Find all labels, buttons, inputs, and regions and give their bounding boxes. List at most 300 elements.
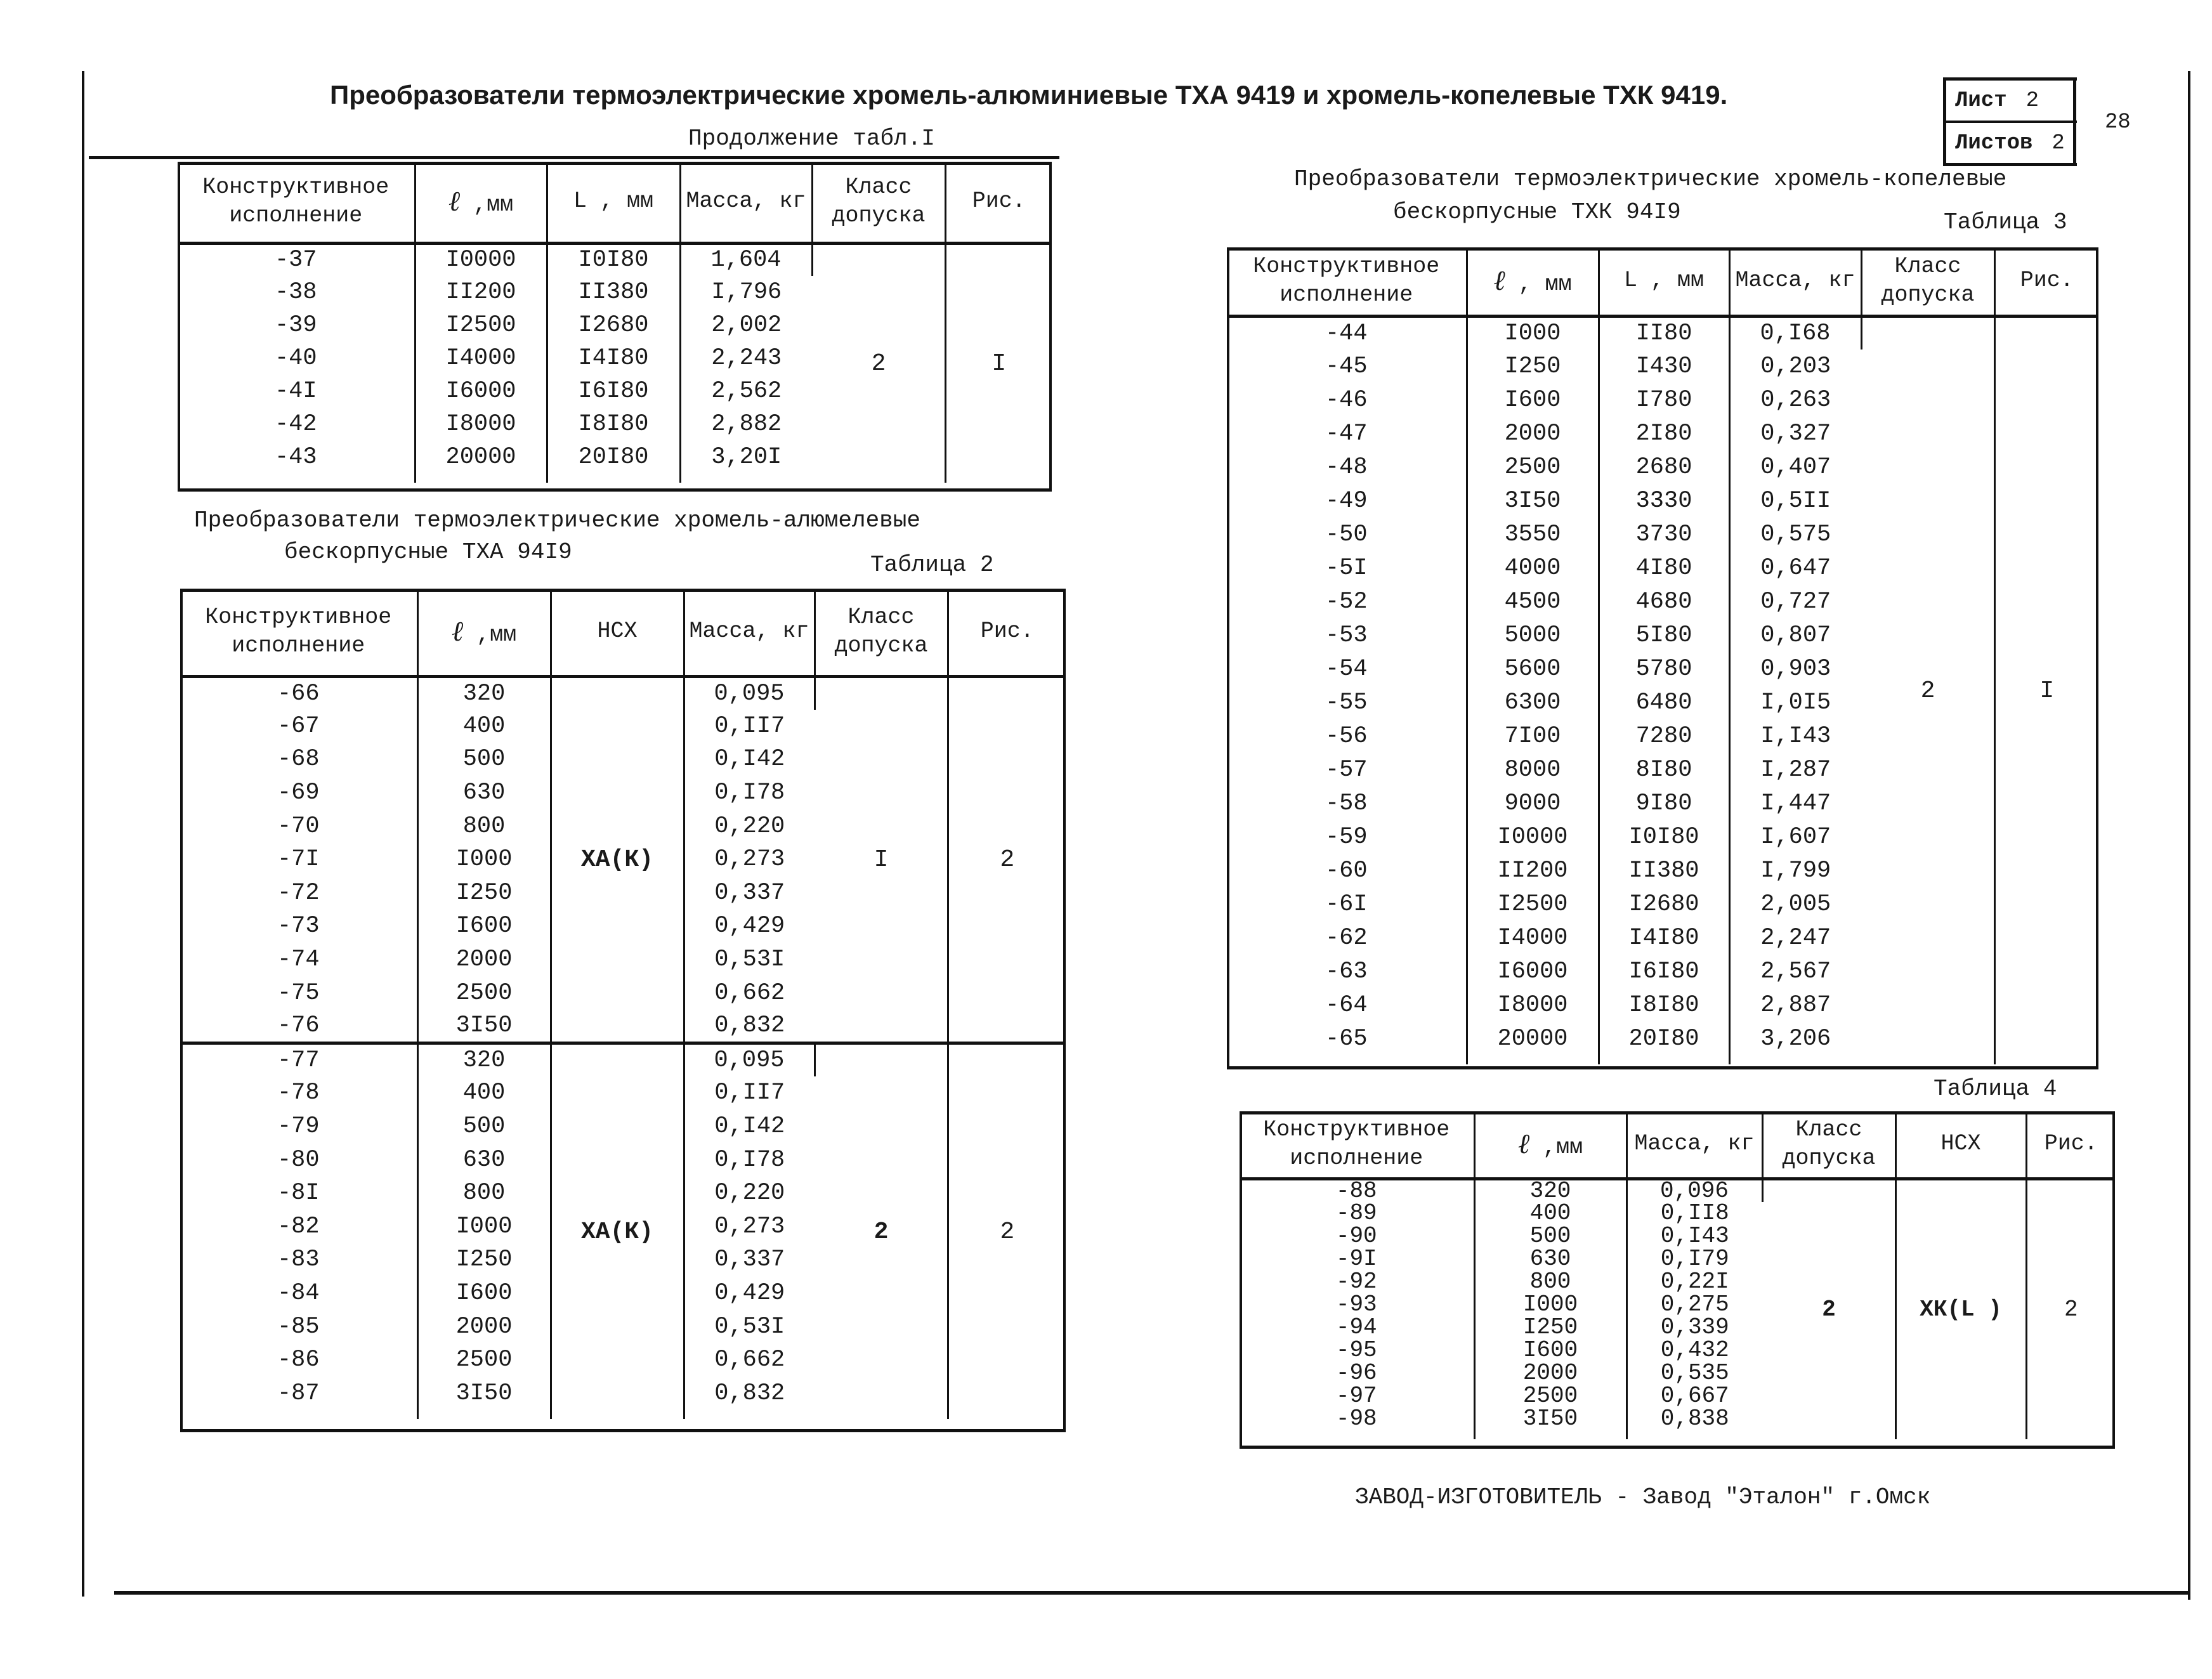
mass-cell: 0,667 bbox=[1660, 1382, 1729, 1409]
length-cell: I2500 bbox=[1467, 887, 1599, 921]
table3-label: Таблица 3 bbox=[1944, 209, 2067, 235]
frame-right bbox=[2188, 71, 2190, 1600]
nsh-cell: ХА(К) bbox=[551, 676, 684, 1043]
variant-cell: -90 bbox=[1240, 1225, 1474, 1248]
variant-cell: -60 bbox=[1227, 854, 1467, 887]
mass-cell: 0,53I bbox=[714, 1313, 785, 1340]
length-cell: 20000 bbox=[1467, 1022, 1599, 1055]
table2-group2 bbox=[180, 1043, 1066, 1420]
sheet-stamp bbox=[1943, 77, 2077, 166]
frame-bottom bbox=[114, 1591, 2189, 1595]
mass-cell: 0,647 bbox=[1760, 554, 1831, 582]
total-length-cell: 3730 bbox=[1599, 518, 1729, 551]
length-cell: 7I00 bbox=[1467, 719, 1599, 753]
length-cell: 500 bbox=[1474, 1225, 1626, 1248]
length-cell: 630 bbox=[417, 1143, 551, 1177]
total-length-cell: I8I80 bbox=[1599, 988, 1729, 1022]
length-cell: I000 bbox=[1467, 316, 1599, 350]
length-cell: I6000 bbox=[415, 375, 547, 408]
mass-cell: 1,604 bbox=[680, 243, 812, 276]
length-cell: I2500 bbox=[415, 309, 547, 342]
variant-cell: -40 bbox=[178, 342, 415, 375]
table2-col-class: Класс допуска bbox=[815, 589, 948, 676]
length-cell: I250 bbox=[1474, 1316, 1626, 1339]
mass-cell: I,799 bbox=[1760, 857, 1831, 884]
variant-cell: -58 bbox=[1227, 787, 1467, 820]
total-length-cell: I0I80 bbox=[1599, 820, 1729, 854]
mass-cell: 0,22I bbox=[1660, 1268, 1729, 1295]
variant-cell: -6I bbox=[1227, 887, 1467, 921]
table1-col-L: L , мм bbox=[547, 162, 680, 243]
mass-cell: 0,I78 bbox=[714, 1146, 785, 1173]
total-length-cell: 4680 bbox=[1599, 585, 1729, 618]
mass-cell: 0,I68 bbox=[1729, 316, 1861, 350]
mass-cell: 0,838 bbox=[1660, 1405, 1729, 1432]
variant-cell: -80 bbox=[180, 1143, 417, 1177]
length-cell: 8000 bbox=[1467, 753, 1599, 787]
mass-cell: 0,535 bbox=[1660, 1359, 1729, 1386]
length-cell: I250 bbox=[417, 877, 551, 910]
mass-cell: I,I43 bbox=[1760, 722, 1831, 750]
page-title: Преобразователи термоэлектрические хромель-алюминиевые ТХА 9419 и хромель-копелевые ТХК 9419. bbox=[330, 80, 1728, 110]
variant-cell: -37 bbox=[178, 243, 415, 276]
mass-cell: 0,II8 bbox=[1660, 1199, 1729, 1226]
total-length-cell: 5I80 bbox=[1599, 618, 1729, 652]
mass-cell: 0,II7 bbox=[714, 712, 785, 740]
mass-cell: 0,407 bbox=[1760, 454, 1831, 481]
mass-cell: 0,273 bbox=[714, 1213, 785, 1240]
mass-cell: 0,575 bbox=[1760, 521, 1831, 548]
table4-col-nsh: НСХ bbox=[1895, 1111, 2026, 1179]
variant-cell: -9I bbox=[1240, 1248, 1474, 1271]
length-cell: 2000 bbox=[417, 1310, 551, 1343]
length-cell: 6300 bbox=[1467, 686, 1599, 719]
mass-cell: 0,I42 bbox=[714, 1113, 785, 1140]
total-length-cell: II80 bbox=[1599, 316, 1729, 350]
variant-cell: -67 bbox=[180, 710, 417, 743]
mass-cell: 0,220 bbox=[714, 1180, 785, 1207]
variant-cell: -42 bbox=[178, 408, 415, 441]
variant-cell: -52 bbox=[1227, 585, 1467, 618]
variant-cell: -59 bbox=[1227, 820, 1467, 854]
ell-symbol: ℓ bbox=[1493, 264, 1505, 297]
mass-cell: 2,002 bbox=[711, 312, 782, 339]
variant-cell: -78 bbox=[180, 1076, 417, 1110]
mass-cell: 0,339 bbox=[1660, 1314, 1729, 1340]
variant-cell: -4I bbox=[178, 375, 415, 408]
total-length-cell: II380 bbox=[1599, 854, 1729, 887]
length-cell: I000 bbox=[417, 1210, 551, 1244]
variant-cell: -73 bbox=[180, 910, 417, 943]
variant-cell: -44 bbox=[1227, 316, 1467, 350]
variant-cell: -45 bbox=[1227, 350, 1467, 383]
length-cell: 400 bbox=[1474, 1202, 1626, 1225]
total-length-cell: 5780 bbox=[1599, 652, 1729, 686]
table3-col-fig: Рис. bbox=[1994, 247, 2098, 316]
mass-cell: 2,882 bbox=[711, 411, 782, 438]
mass-cell: 0,337 bbox=[714, 1246, 785, 1274]
table3-caption-line1: Преобразователи термоэлектрические хромель-копелевые bbox=[1294, 166, 2007, 192]
mass-cell: 0,807 bbox=[1760, 622, 1831, 649]
length-cell: 2000 bbox=[1467, 417, 1599, 450]
variant-cell: -84 bbox=[180, 1277, 417, 1310]
length-cell: I000 bbox=[1474, 1293, 1626, 1316]
mass-cell: 0,832 bbox=[714, 1380, 785, 1407]
length-cell: 2500 bbox=[417, 1343, 551, 1377]
variant-cell: -66 bbox=[180, 676, 417, 710]
table3-col-l: ℓ , мм bbox=[1467, 247, 1599, 316]
table-row bbox=[178, 243, 1052, 276]
length-cell: 3I50 bbox=[417, 1376, 551, 1410]
variant-cell: -65 bbox=[1227, 1022, 1467, 1055]
mass-cell: 0,263 bbox=[1760, 386, 1831, 414]
variant-cell: -47 bbox=[1227, 417, 1467, 450]
length-cell: 2500 bbox=[1474, 1385, 1626, 1408]
table2-caption-line2: бескорпусные ТХА 94I9 bbox=[284, 539, 572, 565]
length-cell: I4000 bbox=[415, 342, 547, 375]
table3-body bbox=[1227, 316, 2098, 1064]
table2-col-variant: Конструктивное исполнение bbox=[180, 589, 417, 676]
length-cell: I600 bbox=[417, 1277, 551, 1310]
mass-cell: 0,662 bbox=[714, 1347, 785, 1374]
table1-col-mass: Масса, кг bbox=[680, 162, 812, 243]
total-length-cell: 2I80 bbox=[1599, 417, 1729, 450]
length-cell: 2500 bbox=[417, 976, 551, 1010]
mass-cell: 3,206 bbox=[1760, 1025, 1831, 1052]
spacer-cell bbox=[1729, 1055, 1861, 1064]
ell-symbol: ℓ bbox=[448, 185, 461, 218]
variant-cell: -50 bbox=[1227, 518, 1467, 551]
mass-cell: 0,53I bbox=[714, 946, 785, 974]
mass-cell: 0,I42 bbox=[714, 746, 785, 773]
variant-cell: -64 bbox=[1227, 988, 1467, 1022]
mass-cell: I,447 bbox=[1760, 790, 1831, 817]
length-cell: 800 bbox=[417, 809, 551, 843]
table2 bbox=[180, 589, 1066, 1419]
mass-cell: 0,832 bbox=[714, 1012, 785, 1039]
mass-cell: 0,429 bbox=[714, 1279, 785, 1307]
spacer-cell bbox=[417, 1410, 551, 1419]
variant-cell: -92 bbox=[1240, 1271, 1474, 1293]
variant-cell: -96 bbox=[1240, 1362, 1474, 1385]
sheet-label: Лист bbox=[1955, 88, 2007, 113]
table4-body bbox=[1240, 1179, 2115, 1439]
spacer-cell bbox=[547, 474, 680, 483]
variant-cell: -83 bbox=[180, 1243, 417, 1277]
mass-cell: 2,567 bbox=[1760, 958, 1831, 985]
mass-cell: 0,327 bbox=[1760, 420, 1831, 447]
variant-cell: -54 bbox=[1227, 652, 1467, 686]
variant-cell: -8I bbox=[180, 1177, 417, 1210]
variant-cell: -86 bbox=[180, 1343, 417, 1377]
variant-cell: -82 bbox=[180, 1210, 417, 1244]
table4-col-variant: Конструктивное исполнение bbox=[1240, 1111, 1474, 1179]
total-length-cell: I4I80 bbox=[547, 342, 680, 375]
variant-cell: -49 bbox=[1227, 484, 1467, 518]
length-cell: 500 bbox=[417, 743, 551, 776]
table2-col-mass: Масса, кг bbox=[684, 589, 815, 676]
nsh-cell: ХК(L ) bbox=[1895, 1179, 2026, 1439]
mass-cell: I,287 bbox=[1760, 756, 1831, 783]
length-cell: I0000 bbox=[415, 243, 547, 276]
total-length-cell: II380 bbox=[547, 276, 680, 309]
total-length-cell: I6I80 bbox=[1599, 955, 1729, 988]
total-length-cell: 20I80 bbox=[1599, 1022, 1729, 1055]
length-cell: 500 bbox=[417, 1110, 551, 1144]
length-cell: 3I50 bbox=[417, 1010, 551, 1043]
table2-label: Таблица 2 bbox=[870, 552, 994, 578]
mass-cell: 0,662 bbox=[714, 979, 785, 1007]
class-cell: 2 bbox=[815, 1043, 948, 1420]
length-cell: 5600 bbox=[1467, 652, 1599, 686]
variant-cell: -75 bbox=[180, 976, 417, 1010]
mass-cell: 2,005 bbox=[1760, 891, 1831, 918]
length-cell: I8000 bbox=[415, 408, 547, 441]
length-cell: 2000 bbox=[417, 943, 551, 977]
variant-cell: -5I bbox=[1227, 551, 1467, 585]
total-length-cell: I780 bbox=[1599, 383, 1729, 417]
mass-cell: 0,727 bbox=[1760, 588, 1831, 615]
variant-cell: -48 bbox=[1227, 450, 1467, 484]
nsh-cell: ХА(К) bbox=[551, 1043, 684, 1420]
mass-cell: 0,I78 bbox=[714, 780, 785, 807]
length-cell: 9000 bbox=[1467, 787, 1599, 820]
total-length-cell: I6I80 bbox=[547, 375, 680, 408]
table2-group1 bbox=[180, 676, 1066, 1043]
table4-label: Таблица 4 bbox=[1934, 1076, 2057, 1102]
fig-cell: I bbox=[991, 350, 1007, 377]
variant-cell: -79 bbox=[180, 1110, 417, 1144]
total-length-cell: 9I80 bbox=[1599, 787, 1729, 820]
mass-cell: I,607 bbox=[1760, 823, 1831, 851]
table1-col-fig: Рис. bbox=[945, 162, 1052, 243]
length-cell: I250 bbox=[1467, 350, 1599, 383]
sheet-value: 2 bbox=[2025, 88, 2039, 113]
table-row bbox=[1227, 316, 2098, 350]
table4-col-l: ℓ ,мм bbox=[1474, 1111, 1626, 1179]
table3-col-class: Класс допуска bbox=[1861, 247, 1994, 316]
length-cell: 800 bbox=[417, 1177, 551, 1210]
variant-cell: -89 bbox=[1240, 1202, 1474, 1225]
table3-col-L: L , мм bbox=[1599, 247, 1729, 316]
table-row bbox=[1240, 1179, 2115, 1202]
ell-symbol: ℓ bbox=[1517, 1127, 1530, 1160]
mass-cell: 0,220 bbox=[714, 813, 785, 840]
variant-cell: -72 bbox=[180, 877, 417, 910]
total-length-cell: 6480 bbox=[1599, 686, 1729, 719]
variant-cell: -74 bbox=[180, 943, 417, 977]
variant-cell: -55 bbox=[1227, 686, 1467, 719]
table1-col-variant: Конструктивное исполнение bbox=[178, 162, 415, 243]
length-cell: 20000 bbox=[415, 441, 547, 474]
frame-left bbox=[82, 71, 84, 1597]
length-cell: I250 bbox=[417, 1243, 551, 1277]
variant-cell: -62 bbox=[1227, 921, 1467, 955]
variant-cell: -39 bbox=[178, 309, 415, 342]
table3 bbox=[1227, 247, 2098, 1064]
class-cell: 2 bbox=[1861, 316, 1994, 1064]
total-length-cell: 20I80 bbox=[547, 441, 680, 474]
length-cell: I600 bbox=[1474, 1339, 1626, 1362]
header-rule bbox=[89, 156, 1059, 159]
length-cell: 630 bbox=[1474, 1248, 1626, 1271]
variant-cell: -63 bbox=[1227, 955, 1467, 988]
variant-cell: -94 bbox=[1240, 1316, 1474, 1339]
variant-cell: -53 bbox=[1227, 618, 1467, 652]
length-cell: 320 bbox=[417, 676, 551, 710]
table2-caption-line1: Преобразователи термоэлектрические хромель-алюмелевые bbox=[194, 507, 920, 533]
fig-cell: I bbox=[2039, 677, 2055, 705]
variant-cell: -77 bbox=[180, 1043, 417, 1077]
mass-cell: 0,I43 bbox=[1660, 1222, 1729, 1249]
total-length-cell: I4I80 bbox=[1599, 921, 1729, 955]
fig-cell: 2 bbox=[1000, 846, 1015, 873]
variant-cell: -46 bbox=[1227, 383, 1467, 417]
variant-cell: -56 bbox=[1227, 719, 1467, 753]
length-cell: 3I50 bbox=[1467, 484, 1599, 518]
length-cell: I4000 bbox=[1467, 921, 1599, 955]
total-length-cell: I430 bbox=[1599, 350, 1729, 383]
length-cell: I600 bbox=[1467, 383, 1599, 417]
table2-col-nsh: НСХ bbox=[551, 589, 684, 676]
total-length-cell: I2680 bbox=[547, 309, 680, 342]
mass-cell: 0,432 bbox=[1660, 1336, 1729, 1363]
table2-col-fig: Рис. bbox=[948, 589, 1066, 676]
total-length-cell: I8I80 bbox=[547, 408, 680, 441]
table3-caption-line2: бескорпусные ТХК 94I9 bbox=[1393, 199, 1681, 225]
manufacturer-note: ЗАВОД-ИЗГОТОВИТЕЛЬ - Завод "Эталон" г.Омск bbox=[1355, 1484, 1931, 1510]
length-cell: 630 bbox=[417, 776, 551, 810]
spacer-cell bbox=[1240, 1430, 1474, 1439]
mass-cell: 2,887 bbox=[1760, 991, 1831, 1019]
mass-cell: 0,I79 bbox=[1660, 1245, 1729, 1272]
table1 bbox=[178, 162, 1052, 483]
variant-cell: -93 bbox=[1240, 1293, 1474, 1316]
mass-cell: 0,273 bbox=[714, 846, 785, 873]
length-cell: 800 bbox=[1474, 1271, 1626, 1293]
length-cell: I6000 bbox=[1467, 955, 1599, 988]
mass-cell: 0,275 bbox=[1660, 1291, 1729, 1317]
variant-cell: -97 bbox=[1240, 1385, 1474, 1408]
length-cell: I600 bbox=[417, 910, 551, 943]
variant-cell: -95 bbox=[1240, 1339, 1474, 1362]
spacer-cell bbox=[1599, 1055, 1729, 1064]
table4-col-fig: Рис. bbox=[2026, 1111, 2115, 1179]
mass-cell: 2,562 bbox=[711, 378, 782, 405]
variant-cell: -68 bbox=[180, 743, 417, 776]
total-length-cell: 2680 bbox=[1599, 450, 1729, 484]
length-cell: 320 bbox=[1474, 1179, 1626, 1202]
table1-col-l: ℓ ,мм bbox=[415, 162, 547, 243]
length-cell: II200 bbox=[415, 276, 547, 309]
length-cell: 4000 bbox=[1467, 551, 1599, 585]
mass-cell: 3,20I bbox=[711, 444, 782, 471]
length-cell: 400 bbox=[417, 710, 551, 743]
spacer-cell bbox=[415, 474, 547, 483]
length-cell: 3I50 bbox=[1474, 1408, 1626, 1430]
ell-symbol: ℓ bbox=[451, 615, 464, 648]
total-length-cell: I0I80 bbox=[547, 243, 680, 276]
mass-cell: 0,337 bbox=[714, 879, 785, 906]
mass-cell: 0,096 bbox=[1626, 1179, 1762, 1202]
table4-col-mass: Масса, кг bbox=[1626, 1111, 1762, 1179]
variant-cell: -38 bbox=[178, 276, 415, 309]
table3-col-variant: Конструктивное исполнение bbox=[1227, 247, 1467, 316]
table4-col-class: Класс допуска bbox=[1762, 1111, 1895, 1179]
class-cell: 2 bbox=[812, 243, 945, 483]
mass-cell: 0,203 bbox=[1760, 353, 1831, 380]
variant-cell: -7I bbox=[180, 843, 417, 877]
length-cell: 320 bbox=[417, 1043, 551, 1077]
length-cell: 2500 bbox=[1467, 450, 1599, 484]
spacer-cell bbox=[180, 1410, 417, 1419]
variant-cell: -76 bbox=[180, 1010, 417, 1043]
variant-cell: -70 bbox=[180, 809, 417, 843]
total-length-cell: 7280 bbox=[1599, 719, 1729, 753]
class-cell: I bbox=[815, 676, 948, 1043]
length-cell: 400 bbox=[417, 1076, 551, 1110]
variant-cell: -43 bbox=[178, 441, 415, 474]
total-length-cell: 8I80 bbox=[1599, 753, 1729, 787]
length-cell: 2000 bbox=[1474, 1362, 1626, 1385]
sheet-divider bbox=[2073, 77, 2076, 163]
length-cell: I8000 bbox=[1467, 988, 1599, 1022]
length-cell: 3550 bbox=[1467, 518, 1599, 551]
table1-body bbox=[178, 243, 1052, 483]
page-number: 28 bbox=[2105, 110, 2131, 134]
table3-col-mass: Масса, кг bbox=[1729, 247, 1861, 316]
variant-cell: -98 bbox=[1240, 1408, 1474, 1430]
variant-cell: -88 bbox=[1240, 1179, 1474, 1202]
sheets-label: Листов bbox=[1955, 131, 2033, 155]
class-cell: 2 bbox=[1762, 1179, 1895, 1439]
variant-cell: -69 bbox=[180, 776, 417, 810]
spacer-cell bbox=[684, 1410, 815, 1419]
mass-cell: 0,903 bbox=[1760, 655, 1831, 683]
mass-cell: 0,095 bbox=[684, 676, 815, 710]
length-cell: 4500 bbox=[1467, 585, 1599, 618]
variant-cell: -87 bbox=[180, 1376, 417, 1410]
variant-cell: -57 bbox=[1227, 753, 1467, 787]
mass-cell: 2,243 bbox=[711, 345, 782, 372]
sheets-value: 2 bbox=[2052, 131, 2065, 155]
length-cell: II200 bbox=[1467, 854, 1599, 887]
mass-cell: I,796 bbox=[711, 279, 782, 306]
table2-col-l: ℓ ,мм bbox=[417, 589, 551, 676]
continuation-label: Продолжение табл.I bbox=[688, 126, 935, 152]
spacer-cell bbox=[1227, 1055, 1467, 1064]
mass-cell: 0,5II bbox=[1760, 487, 1831, 514]
spacer-cell bbox=[1626, 1430, 1762, 1439]
total-length-cell: I2680 bbox=[1599, 887, 1729, 921]
mass-cell: 0,095 bbox=[684, 1043, 815, 1077]
total-length-cell: 4I80 bbox=[1599, 551, 1729, 585]
length-cell: I000 bbox=[417, 843, 551, 877]
table1-col-class: Класс допуска bbox=[812, 162, 945, 243]
mass-cell: 0,II7 bbox=[714, 1080, 785, 1107]
spacer-cell bbox=[680, 474, 812, 483]
length-cell: I0000 bbox=[1467, 820, 1599, 854]
table-row bbox=[180, 676, 1066, 710]
spacer-cell bbox=[1467, 1055, 1599, 1064]
fig-cell: 2 bbox=[2064, 1296, 2078, 1323]
spacer-cell bbox=[1474, 1430, 1626, 1439]
mass-cell: I,0I5 bbox=[1760, 689, 1831, 716]
table-row bbox=[180, 1043, 1066, 1077]
mass-cell: 2,247 bbox=[1760, 924, 1831, 951]
variant-cell: -85 bbox=[180, 1310, 417, 1343]
mass-cell: 0,429 bbox=[714, 913, 785, 940]
